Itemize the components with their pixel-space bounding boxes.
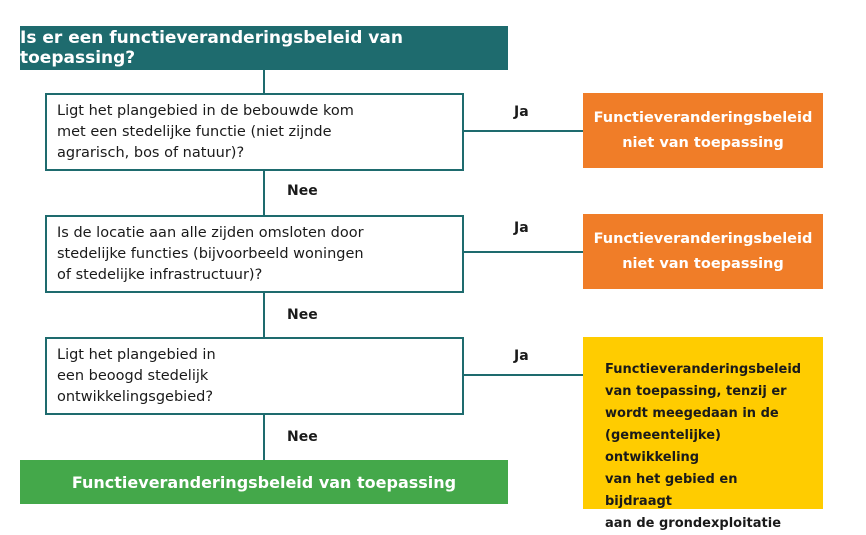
yes-label-1: Ja xyxy=(514,104,529,120)
question-3-text: Ligt het plangebied in een beoogd stedelijk ontwikkelingsgebied? xyxy=(57,347,216,405)
question-2-text: Is de locatie aan alle zijden omsloten door stedelijke functies (bijvoorbeeld woningen of stedelijke infrastructuur)? xyxy=(57,225,364,283)
question-1-text: Ligt het plangebied in de bebouwde kom met een stedelijke functie (niet zijnde agrarisch, bos of natuur)? xyxy=(57,103,354,161)
question-3 xyxy=(45,337,464,415)
yes-label-3: Ja xyxy=(514,348,529,364)
no-label-2: Nee xyxy=(287,307,318,323)
no-label-3: Nee xyxy=(287,429,318,445)
outcome-2-box: Functieveranderingsbeleid niet van toepassing xyxy=(583,214,823,289)
question-1 xyxy=(45,93,464,171)
flowchart-title: Is er een functieveranderingsbeleid van toepassing? xyxy=(20,26,508,70)
final-outcome-box: Functieveranderingsbeleid van toepassing xyxy=(20,460,508,504)
question-2 xyxy=(45,215,464,293)
no-label-1: Nee xyxy=(287,183,318,199)
yes-label-2: Ja xyxy=(514,220,529,236)
outcome-3-box: Functieveranderingsbeleid van toepassing, tenzij er wordt meegedaan in de (gemeentelijke) ontwikkeling van het gebied en bijdraagt aan de grondexploitatie xyxy=(583,337,823,509)
outcome-1-box: Functieveranderingsbeleid niet van toepassing xyxy=(583,93,823,168)
